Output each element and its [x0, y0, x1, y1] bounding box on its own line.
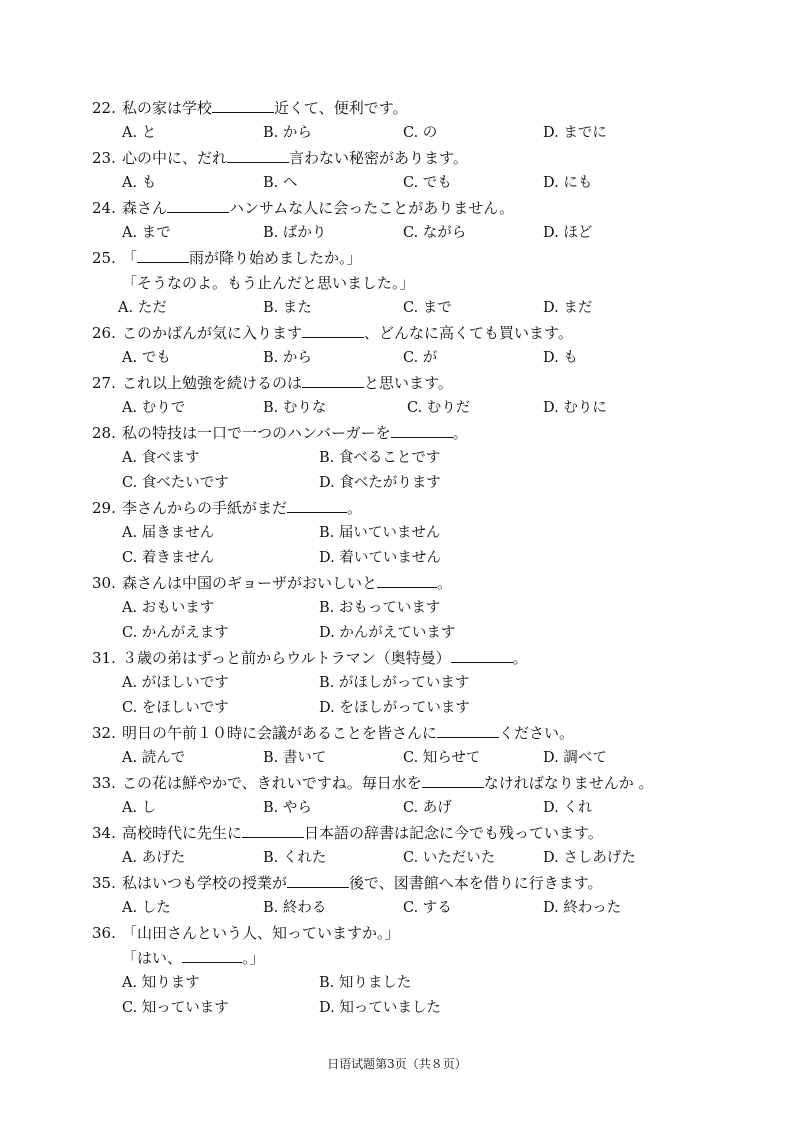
option-c[interactable]: C. する	[403, 900, 452, 916]
option-d[interactable]: D. まだ	[543, 300, 593, 316]
question-25-reply: 「そうなのよ。もう止んだと思いました。」	[122, 274, 415, 292]
question-35: 35. 私はいつも学校の授業が 後で、図書館へ本を借りに行きます。	[92, 874, 603, 892]
option-a[interactable]: A. むりで	[122, 400, 186, 416]
question-31: 31. ３歳の弟はずっと前からウルトラマン（奥特曼） 。	[92, 649, 528, 667]
option-a[interactable]: A. でも	[122, 350, 171, 366]
option-c[interactable]: C. 着きません	[122, 550, 215, 566]
option-a[interactable]: A. した	[122, 900, 171, 916]
answer-blank[interactable]	[422, 773, 484, 788]
option-d[interactable]: D. かんがえています	[319, 625, 456, 641]
option-a[interactable]: A. がほしいです	[122, 675, 229, 691]
option-b[interactable]: B. から	[263, 125, 312, 141]
option-a[interactable]: A. おもいます	[122, 600, 215, 616]
option-b[interactable]: B. おもっています	[319, 600, 441, 616]
question-26: 26. このかばんが気に入ります 、どんなに高くても買います。	[92, 324, 573, 342]
option-b[interactable]: B. 終わる	[263, 900, 327, 916]
option-c[interactable]: C. が	[403, 350, 438, 366]
option-d[interactable]: D. ほど	[543, 225, 593, 241]
option-c[interactable]: C. 知らせて	[403, 750, 481, 766]
question-32: 32. 明日の午前１０時に会議があることを皆さんに ください。	[92, 724, 575, 742]
answer-blank[interactable]	[377, 573, 437, 588]
answer-blank[interactable]	[182, 948, 242, 963]
option-b[interactable]: B. 届いていません	[319, 525, 441, 541]
question-36-reply: 「はい、 。」	[122, 949, 265, 967]
question-25: 25. 「 雨が降り始めましたか。」	[92, 249, 362, 267]
option-b[interactable]: B. くれた	[263, 850, 327, 866]
option-c[interactable]: C. でも	[403, 175, 452, 191]
answer-blank[interactable]	[287, 498, 347, 513]
answer-blank[interactable]	[451, 648, 513, 663]
page-footer: 日语试题第3页（共８页）	[327, 1057, 467, 1071]
answer-blank[interactable]	[227, 148, 289, 163]
option-a[interactable]: A. 読んで	[122, 750, 186, 766]
option-b[interactable]: B. 知りました	[319, 975, 412, 991]
option-b[interactable]: B. むりな	[263, 400, 327, 416]
option-a[interactable]: A. し	[122, 800, 157, 816]
option-a[interactable]: A. あげた	[122, 850, 186, 866]
question-23: 23. 心の中に、だれ 言わない秘密があります。	[92, 149, 468, 167]
answer-blank[interactable]	[391, 423, 453, 438]
answer-blank[interactable]	[437, 723, 499, 738]
option-c[interactable]: C. の	[403, 125, 438, 141]
option-a[interactable]: A. 食べます	[122, 450, 200, 466]
question-30: 30. 森さんは中国のギョーザがおいしいと 。	[92, 574, 453, 592]
option-a[interactable]: A. 届きません	[122, 525, 215, 541]
option-c[interactable]: C. むりだ	[407, 400, 471, 416]
option-d[interactable]: D. にも	[543, 175, 593, 191]
option-a[interactable]: A. ただ	[118, 300, 167, 316]
option-d[interactable]: D. さしあげた	[543, 850, 636, 866]
option-c[interactable]: C. あげ	[403, 800, 452, 816]
option-d[interactable]: D. 着いていません	[319, 550, 441, 566]
answer-blank[interactable]	[137, 248, 189, 263]
option-b[interactable]: B. ばかり	[263, 225, 327, 241]
answer-blank[interactable]	[242, 823, 304, 838]
option-b[interactable]: B. 食べることです	[319, 450, 441, 466]
answer-blank[interactable]	[302, 373, 364, 388]
option-a[interactable]: A. も	[122, 175, 157, 191]
option-a[interactable]: A. 知ります	[122, 975, 200, 991]
question-36: 36. 「山田さんという人、知っていますか。」	[92, 924, 400, 942]
question-34: 34. 高校時代に先生に 日本語の辞書は記念に今でも残っています。	[92, 824, 603, 842]
option-c[interactable]: C. ながら	[403, 225, 467, 241]
option-c[interactable]: C. 知っています	[122, 1000, 229, 1016]
option-a[interactable]: A. と	[122, 125, 157, 141]
option-d[interactable]: D. 食べたがります	[319, 475, 441, 491]
question-27: 27. これ以上勉強を続けるのは と思います。	[92, 374, 453, 392]
option-d[interactable]: D. 知っていました	[319, 1000, 441, 1016]
option-d[interactable]: D. までに	[543, 125, 607, 141]
question-29: 29. 李さんからの手紙がまだ 。	[92, 499, 363, 517]
option-b[interactable]: B. やら	[263, 800, 312, 816]
option-d[interactable]: D. くれ	[543, 800, 593, 816]
option-d[interactable]: D. をほしがっています	[319, 700, 470, 716]
answer-blank[interactable]	[167, 198, 229, 213]
option-c[interactable]: C. まで	[403, 300, 452, 316]
question-22: 22. 私の家は学校 近くて、便利です。	[92, 99, 408, 117]
option-d[interactable]: D. むりに	[543, 400, 607, 416]
option-b[interactable]: B. から	[263, 350, 312, 366]
option-d[interactable]: D. も	[543, 350, 578, 366]
option-c[interactable]: C. かんがえます	[122, 625, 229, 641]
answer-blank[interactable]	[212, 98, 274, 113]
question-28: 28. 私の特技は一口で一つのハンバーガーを 。	[92, 424, 468, 442]
answer-blank[interactable]	[287, 873, 349, 888]
option-b[interactable]: B. がほしがっています	[319, 675, 470, 691]
option-b[interactable]: B. へ	[263, 175, 298, 191]
option-c[interactable]: C. 食べたいです	[122, 475, 229, 491]
option-a[interactable]: A. まで	[122, 225, 171, 241]
answer-blank[interactable]	[302, 323, 364, 338]
option-c[interactable]: C. をほしいです	[122, 700, 229, 716]
option-d[interactable]: D. 終わった	[543, 900, 622, 916]
option-b[interactable]: B. 書いて	[263, 750, 327, 766]
option-d[interactable]: D. 調べて	[543, 750, 607, 766]
question-24: 24. 森さん ハンサムな人に会ったことがありません。	[92, 199, 515, 217]
question-33: 33. この花は鮮やかで、きれいですね。毎日水を なければなりませんか 。	[92, 774, 654, 792]
option-c[interactable]: C. いただいた	[403, 850, 496, 866]
option-b[interactable]: B. また	[263, 300, 312, 316]
